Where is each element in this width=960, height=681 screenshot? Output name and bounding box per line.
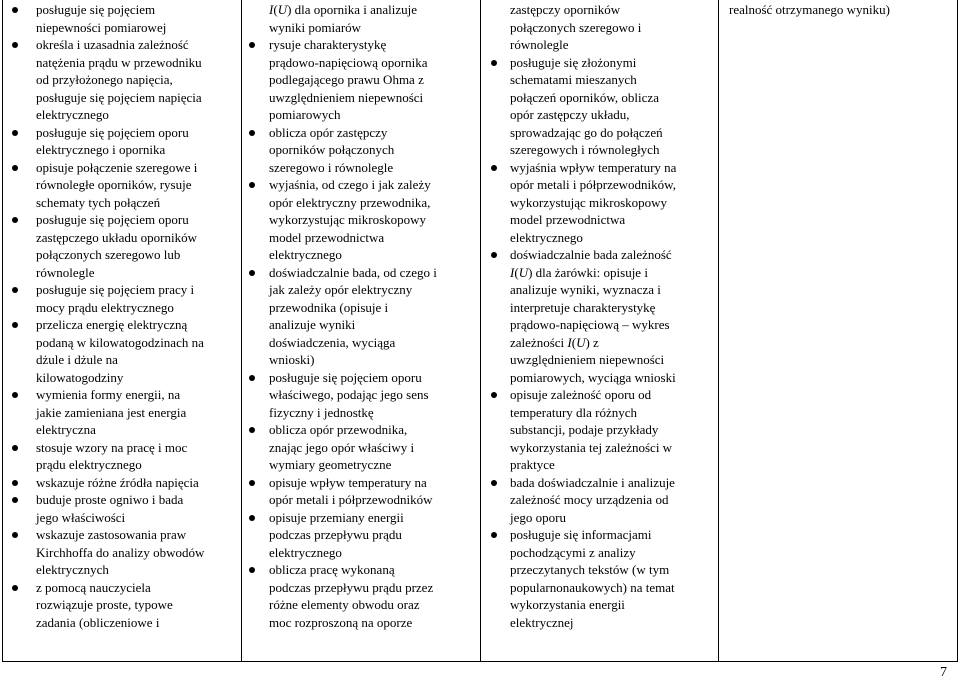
list-item-line: szeregowo i równolegle (269, 159, 394, 175)
list-item-line: wymienia formy energii, na (3, 386, 241, 404)
list-item-line: praktyce (510, 457, 555, 472)
list-item-line: schematy tych połączeń (36, 194, 161, 210)
list-item-line: wykorzystując mikroskopowy (510, 194, 668, 210)
list-item-line: sprowadzając go do połączeń (510, 124, 663, 140)
list-item-line: wykorzystując mikroskopowy (269, 212, 427, 227)
list-item-line: bada doświadczalnie i analizuje (481, 474, 718, 492)
list-item-line: od przyłożonego napięcia, (36, 72, 173, 87)
list-item-line: interpretuje charakterystykę (510, 299, 656, 315)
list-item-line: zastępczy oporników (510, 2, 621, 17)
list-item-line: wyniki pomiarów (269, 19, 362, 35)
list-item-line: zastępczego układu oporników (36, 229, 198, 245)
column-4 (719, 0, 957, 661)
list-item-line: schematami mieszanych (510, 72, 637, 87)
list-item-line: różne elementy obwodu oraz (269, 597, 420, 612)
list-item-line: prądowo-napięciową – wykres (510, 317, 670, 332)
column-3-list (481, 0, 718, 631)
requirements-table (2, 0, 958, 662)
list-item-line: prądowo-napięciową opornika (269, 54, 428, 70)
list-item-line: posługuje się pojęciem pracy i (3, 281, 241, 299)
list-item-line: Kirchhoffa do analizy obwodów (36, 544, 205, 560)
list-item-line: mocy prądu elektrycznego (36, 299, 174, 315)
list-item-line: wymiary geometryczne (269, 457, 392, 472)
list-item-line: zależności I(U) z (510, 334, 599, 350)
list-item-line: z pomocą nauczyciela (3, 579, 241, 597)
column-2-list (242, 0, 480, 631)
list-item-line: elektrycznej (510, 614, 574, 630)
column-4-text (729, 1, 957, 19)
list-item-line: elektrycznego (269, 544, 342, 560)
list-item-line: oblicza opór przewodnika, (242, 421, 480, 439)
list-item-line: jak zależy opór elektryczny (269, 282, 413, 297)
list-item-line: analizuje wyniki (269, 317, 356, 332)
list-item-line: określa i uzasadnia zależność (3, 36, 241, 54)
list-item-line: model przewodnictwa (269, 229, 385, 245)
list-item-line: I(U) dla żarówki: opisuje i (510, 264, 648, 280)
list-item-line: przeczytanych tekstów (w tym (510, 562, 670, 577)
list-item-line: elektrycznego i opornika (36, 142, 166, 157)
list-item-line: wnioski) (269, 352, 315, 367)
list-item-line: elektrycznych (36, 562, 109, 577)
list-item-line: właściwego, podając jego sens (269, 387, 429, 402)
list-item-line: podczas przepływu prądu (269, 527, 402, 542)
list-item-line: równolegle (510, 37, 569, 52)
list-item-line: stosuje wzory na pracę i moc (3, 439, 241, 457)
column-1-list (3, 0, 241, 631)
list-item-line: opisuje zależność oporu od (481, 386, 718, 404)
list-item-line: połączonych szeregowo i (510, 19, 642, 35)
list-item-line: rozwiązuje proste, typowe (36, 597, 173, 612)
list-item-line: opór metali i półprzewodników, (510, 177, 676, 192)
list-item-line: posługuje się pojęciem (3, 1, 241, 19)
list-item-line: moc rozproszoną na oporze (269, 614, 413, 630)
list-item-line: posługuje się pojęciem oporu (3, 124, 241, 142)
list-item-line: posługuje się pojęciem oporu (242, 369, 480, 387)
list-item-line: doświadczenia, wyciąga (269, 334, 396, 350)
list-item-line: model przewodnictwa (510, 212, 626, 227)
list-item-line: równolegle (36, 264, 95, 280)
list-item-line: opisuje wpływ temperatury na (242, 474, 480, 492)
list-item-line: wykorzystania energii (510, 597, 625, 612)
list-item-line: posługuje się pojęciem napięcia (36, 89, 202, 105)
list-item-line: posługuje się informacjami (481, 526, 718, 544)
list-item-line: niepewności pomiarowej (36, 19, 167, 35)
list-item-line: zadania (obliczeniowe i (36, 614, 160, 630)
list-item-line: uwzględnieniem niepewności (510, 352, 665, 367)
list-item-line: substancji, podaje przykłady (510, 422, 659, 437)
page-number: 7 (940, 665, 947, 680)
list-item-line: opór zastępczy układu, (510, 107, 630, 122)
list-item-line: popularnonaukowych) na temat (510, 579, 675, 595)
list-item-line: buduje proste ogniwo i bada (3, 491, 241, 509)
list-item-line: elektrycznego (269, 247, 342, 262)
list-item-line: doświadczalnie bada, od czego i (242, 264, 480, 282)
list-item-line: natężenia prądu w przewodniku (36, 54, 202, 70)
list-item-line: wskazuje zastosowania praw (3, 526, 241, 544)
list-item-line: posługuje się złożonymi (481, 54, 718, 72)
list-item-line: przelicza energię elektryczną (3, 316, 241, 334)
list-item-line: pochodzącymi z analizy (510, 544, 636, 560)
list-item-line: I(U) dla opornika i analizuje (269, 2, 418, 17)
column-3 (481, 0, 719, 661)
list-item-line: doświadczalnie bada zależność (481, 246, 718, 264)
list-item-line: wyjaśnia wpływ temperatury na (481, 159, 718, 177)
list-item-line: podczas przepływu prądu przez (269, 579, 434, 595)
list-item-line: podaną w kilowatogodzinach na (36, 334, 204, 350)
list-item-line: elektryczna (36, 422, 96, 437)
list-item-line: opisuje przemiany energii (242, 509, 480, 527)
list-item-line: dżule i dżule na (36, 352, 118, 367)
list-item-line: pomiarowych, wyciąga wnioski (510, 369, 676, 385)
list-item-line: połączeń oporników, oblicza (510, 89, 659, 105)
list-item-line: oblicza pracę wykonaną (242, 561, 480, 579)
list-item-line: zależność mocy urządzenia od (510, 492, 669, 507)
list-item-line: posługuje się pojęciem oporu (3, 211, 241, 229)
list-item-line: elektrycznego (510, 229, 583, 245)
list-item-line: szeregowych i równoległych (510, 142, 660, 157)
text-line: realność otrzymanego wyniku) (729, 2, 891, 17)
list-item-line: podlegającego prawu Ohma z (269, 72, 424, 87)
list-item-line: rysuje charakterystykę (242, 36, 480, 54)
list-item-line: jego oporu (510, 509, 566, 525)
list-item-line: jakie zamieniana jest energia (36, 404, 187, 420)
list-item-line: wykorzystania tej zależności w (510, 439, 673, 455)
list-item-line: jego właściwości (36, 509, 126, 525)
list-item-line: połączonych szeregowo lub (36, 247, 181, 262)
column-1 (3, 0, 242, 661)
list-item-line: analizuje wyniki, wyznacza i (510, 282, 661, 297)
column-2 (242, 0, 481, 661)
list-item-line: elektrycznego (36, 107, 109, 122)
list-item-line: pomiarowych (269, 107, 341, 122)
list-item-line: wyjaśnia, od czego i jak zależy (242, 176, 480, 194)
list-item-line: znając jego opór właściwy i (269, 439, 415, 455)
list-item-line: przewodnika (opisuje i (269, 299, 389, 315)
list-item-line: oporników połączonych (269, 142, 395, 157)
list-item-line: temperatury dla różnych (510, 404, 638, 420)
list-item-line: prądu elektrycznego (36, 457, 142, 472)
list-item-line: równoległe oporników, rysuje (36, 177, 192, 192)
list-item-line: opór metali i półprzewodników (269, 492, 433, 507)
list-item-line: opór elektryczny przewodnika, (269, 194, 431, 210)
list-item-line: opisuje połączenie szeregowe i (3, 159, 241, 177)
list-item-line: uwzględnieniem niepewności (269, 89, 424, 105)
list-item-line: kilowatogodziny (36, 369, 124, 385)
list-item-line: wskazuje różne źródła napięcia (3, 474, 241, 492)
list-item-line: fizyczny i jednostkę (269, 404, 374, 420)
list-item-line: oblicza opór zastępczy (242, 124, 480, 142)
